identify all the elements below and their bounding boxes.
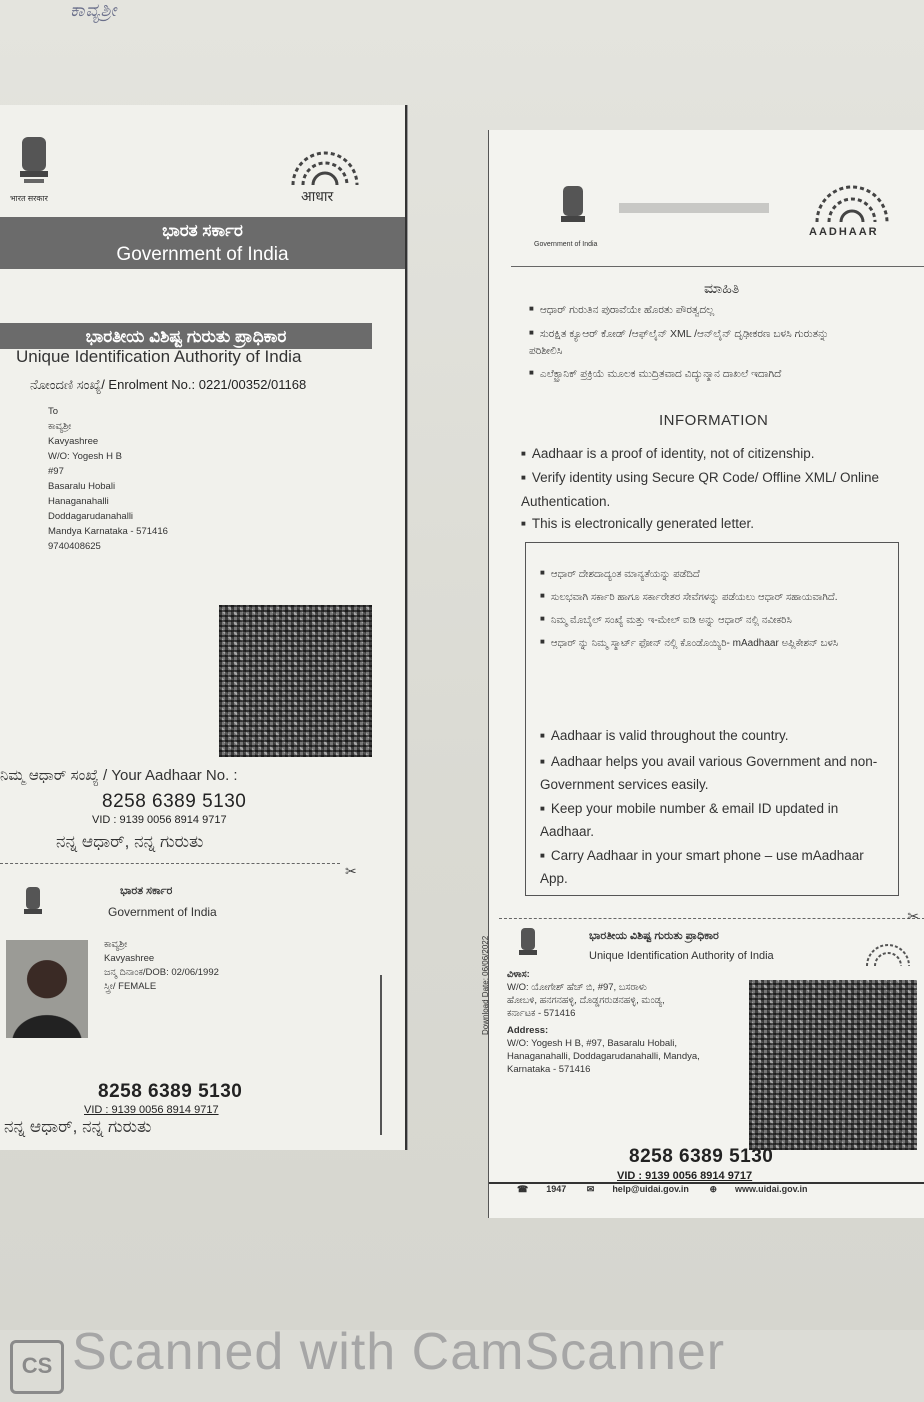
benefit-item: ■ Carry Aadhaar in your smart phone – use mAadhaar App. bbox=[540, 845, 890, 889]
cut-line bbox=[0, 863, 340, 864]
scissors-icon: ✂ bbox=[907, 908, 919, 924]
info-item-kn: ■ ಎಲೆಕ್ಟ್ರಾನಿಕ್ ಪ್ರಕ್ರಿಯೆ ಮೂಲಕ ಮುದ್ರಿತವಾದ ವಿದ್ಯುನ್ಮಾನ ದಾಖಲೆ ಇದಾಗಿದೆ bbox=[529, 366, 859, 383]
gov-band bbox=[0, 217, 405, 269]
benefit-item-kn: ■ ಆಧಾರ್ ದೇಶದಾದ್ಯಂತ ಮಾನ್ಯತೆಯನ್ನು ಪಡೆದಿದೆ bbox=[540, 567, 880, 582]
qr-code bbox=[219, 605, 372, 757]
card-aadhaar-number: 8258 6389 5130 bbox=[98, 1081, 243, 1102]
gov-en: Government of India bbox=[116, 244, 289, 265]
help-email: help@uidai.gov.in bbox=[612, 1184, 689, 1194]
recipient-address bbox=[48, 404, 168, 554]
vid-number: VID : 9139 0056 8914 9717 bbox=[92, 814, 227, 826]
handwritten-note: ಕಾವ್ಯಶ್ರೀ bbox=[70, 0, 118, 21]
benefit-item-kn: ■ ನಿಮ್ಮ ಮೊಬೈಲ್ ಸಂಖ್ಯೆ ಮತ್ತು ಇ-ಮೇಲ್ ಐಡಿ ಅನ್ನು ಆಧಾರ್ ನಲ್ಲಿ ನವೀಕರಿಸಿ bbox=[540, 613, 880, 628]
camscanner-watermark: Scanned with CamScanner bbox=[72, 1323, 726, 1381]
card-name: Kavyashree bbox=[104, 953, 155, 964]
card-aadhaar-number: 8258 6389 5130 bbox=[629, 1146, 774, 1167]
benefit-item: ■ Aadhaar helps you avail various Government and non-Government services easily. bbox=[540, 751, 890, 795]
info-item-kn: ■ ಆಧಾರ್ ಗುರುತಿನ ಪುರಾವೆಯೇ ಹೊರತು ಪೌರತ್ವದಲ್ಲ bbox=[529, 302, 859, 319]
card-gender: ಸ್ತ್ರೀ/ FEMALE bbox=[104, 981, 157, 992]
benefit-item: ■ Keep your mobile number & email ID updated in Aadhaar. bbox=[540, 798, 890, 842]
card-gov-en: Government of India bbox=[108, 905, 217, 919]
uidai-band bbox=[0, 323, 372, 349]
card-dob: ಜನ್ಮ ದಿನಾಂಕ/DOB: 02/06/1992 bbox=[104, 967, 219, 978]
benefits-list bbox=[540, 725, 890, 892]
divider bbox=[511, 266, 924, 267]
phone-number: 9740408625 bbox=[48, 541, 101, 552]
aadhaar-logo-word: AADHAAR bbox=[809, 226, 879, 238]
aadhaar-logo-icon bbox=[283, 145, 367, 205]
address-label: Address: bbox=[507, 1025, 549, 1036]
address-line-kn: W/O: ಯೋಗೇಶ್ ಹೆಚ್ ಬಿ, #97, ಬಸರಾಳು bbox=[507, 982, 647, 993]
benefits-list-kn bbox=[540, 567, 880, 659]
national-emblem-icon bbox=[558, 183, 588, 238]
info-item: ■ This is electronically generated letter. bbox=[521, 513, 921, 537]
card-details bbox=[104, 938, 219, 994]
info-heading: INFORMATION bbox=[659, 412, 769, 429]
address-label-kn: ವಿಳಾಸ: bbox=[507, 969, 530, 980]
benefits-box bbox=[525, 542, 899, 896]
qr-code bbox=[749, 980, 917, 1150]
national-emblem-icon bbox=[517, 926, 539, 962]
card-uidai-kn: ಭಾರತೀಯ ವಿಶಿಷ್ಟ ಗುರುತು ಪ್ರಾಧಿಕಾರ bbox=[589, 930, 719, 942]
address-line: ಕಾವ್ಯಶ್ರೀ bbox=[48, 421, 72, 432]
cut-line-vertical bbox=[380, 975, 382, 1135]
card-uidai-en: Unique Identification Authority of India bbox=[589, 950, 774, 962]
your-aadhaar-label: ನಿಮ್ಮ ಆಧಾರ್ ಸಂಖ್ಯೆ / Your Aadhaar No. : bbox=[0, 767, 238, 784]
contact-footer bbox=[517, 1184, 826, 1195]
emblem-caption: Government of India bbox=[534, 241, 598, 248]
card-gov-kn: ಭಾರತ ಸರ್ಕಾರ bbox=[120, 885, 173, 897]
holder-photo bbox=[6, 940, 88, 1038]
tagline: ನನ್ನ ಆಧಾರ್, ನನ್ನ ಗುರುತು bbox=[56, 832, 204, 851]
globe-icon: ⊕ bbox=[709, 1184, 717, 1194]
info-item-kn: ■ ಸುರಕ್ಷಿತ ಕ್ಯೂಆರ್ ಕೋಡ್ /ಆಫ್‌ಲೈನ್ XML /ಆನ್‌ಲೈನ್ ದೃಢೀಕರಣ ಬಳಸಿ ಗುರುತನ್ನು ಪರಿಶೀಲಿಸಿ bbox=[529, 326, 859, 359]
address-line: To bbox=[48, 406, 59, 417]
info-item: ■ Aadhaar is a proof of identity, not of citizenship. bbox=[521, 443, 921, 467]
info-list bbox=[521, 443, 921, 537]
national-emblem-icon bbox=[22, 885, 44, 921]
mail-icon: ✉ bbox=[586, 1184, 595, 1194]
header-smudge bbox=[619, 203, 769, 213]
aadhaar-logo-icon bbox=[861, 936, 915, 976]
aadhaar-letter-front bbox=[0, 105, 407, 1150]
helpline-number: 1947 bbox=[546, 1184, 567, 1194]
website: www.uidai.gov.in bbox=[735, 1184, 808, 1194]
address-line: W/O: Yogesh H B bbox=[48, 451, 122, 462]
phone-icon: ☎ bbox=[517, 1184, 529, 1194]
benefit-item: ■ Aadhaar is valid throughout the country. bbox=[540, 725, 890, 748]
address-line: Kavyashree bbox=[48, 436, 99, 447]
aadhaar-logo-text: आधार bbox=[301, 189, 334, 205]
address-line: Karnataka - 571416 bbox=[507, 1064, 591, 1075]
address-line: W/O: Yogesh H B, #97, Basaralu Hobali, bbox=[507, 1038, 678, 1049]
camscanner-logo-icon: CS bbox=[10, 1340, 64, 1394]
address-line: Basaralu Hobali bbox=[48, 481, 116, 492]
cut-line bbox=[499, 918, 924, 919]
aadhaar-letter-back bbox=[481, 130, 924, 1218]
address-line: Hanaganahalli, Doddagarudanahalli, Mandya, bbox=[507, 1051, 700, 1062]
emblem-caption: भारत सरकार bbox=[10, 194, 48, 203]
national-emblem-icon bbox=[16, 133, 52, 195]
download-date: Download Date: 06/06/2022 bbox=[481, 935, 490, 1035]
address-line: Mandya Karnataka - 571416 bbox=[48, 526, 168, 537]
address-line-kn: ಕರ್ನಾಟಕ - 571416 bbox=[507, 1008, 576, 1019]
card-vid: VID : 9139 0056 8914 9717 bbox=[617, 1170, 753, 1182]
aadhaar-number: 8258 6389 5130 bbox=[102, 791, 247, 812]
uidai-en: Unique Identification Authority of India bbox=[16, 347, 302, 366]
info-list-kn bbox=[529, 302, 859, 390]
info-item: ■ Verify identity using Secure QR Code/ Offline XML/ Online Authentication. bbox=[521, 467, 921, 513]
card-tagline: ನನ್ನ ಆಧಾರ್, ನನ್ನ ಗುರುತು bbox=[4, 1117, 152, 1136]
info-heading-kn: ಮಾಹಿತಿ bbox=[704, 280, 740, 296]
uidai-kn: ಭಾರತೀಯ ವಿಶಿಷ್ಟ ಗುರುತು ಪ್ರಾಧಿಕಾರ bbox=[85, 327, 287, 346]
gov-kn: ಭಾರತ ಸರ್ಕಾರ bbox=[162, 221, 243, 240]
card-address bbox=[507, 968, 747, 1076]
enrolment-number: ನೋಂದಣಿ ಸಂಖ್ಯೆ/ Enrolment No.: 0221/00352/01168 bbox=[30, 377, 307, 392]
card-vid: VID : 9139 0056 8914 9717 bbox=[84, 1104, 219, 1116]
scissors-icon: ✂ bbox=[345, 863, 357, 879]
benefit-item-kn: ■ ಆಧಾರ್ ನ್ನು ನಿಮ್ಮ ಸ್ಮಾರ್ಟ್ ಫೋನ್ ನಲ್ಲಿ ಕೊಂಡೊಯ್ಯಿರಿ- mAadhaar ಅಪ್ಲಿಕೇಶನ್ ಬಳಸಿ bbox=[540, 636, 880, 651]
address-line-kn: ಹೋಬಳಿ, ಹನಗನಹಳ್ಳಿ, ದೊಡ್ಡಗರುಡನಹಳ್ಳಿ, ಮಂಡ್ಯ, bbox=[507, 995, 665, 1006]
address-line: Doddagarudanahalli bbox=[48, 511, 134, 522]
benefit-item-kn: ■ ಸುಲಭವಾಗಿ ಸರ್ಕಾರಿ ಹಾಗೂ ಸರ್ಕಾರೇತರ ಸೇವೆಗಳನ್ನು ಪಡೆಯಲು ಆಧಾರ್ ಸಹಾಯವಾಗಿದೆ. bbox=[540, 590, 880, 605]
card-name-kn: ಕಾವ್ಯಶ್ರೀ bbox=[104, 939, 128, 950]
address-line: Hanaganahalli bbox=[48, 496, 109, 507]
address-line: #97 bbox=[48, 466, 64, 477]
